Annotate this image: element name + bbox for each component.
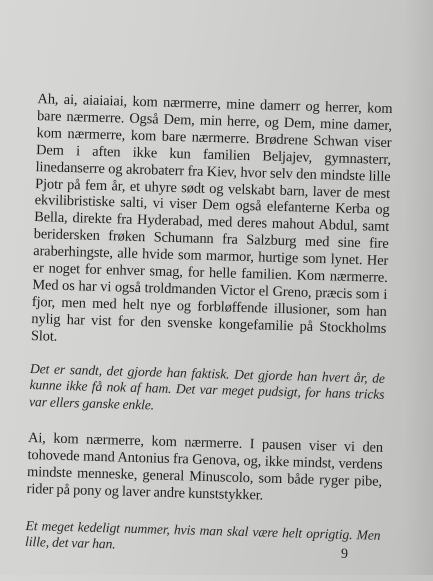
body-text [25, 91, 393, 560]
page-edge-shadow [403, 0, 433, 575]
paragraph-barker-speech-1: Ah, ai, aiaiaiai, kom nærmerre, mine damerr og herrer, kom bare nærmerre. Også Dem, min herre, og Dem, mine damer, kom nærmerre, kom bare nærmerre. Brødrene Schwan viser Dem i aften ikke kun familien Beljajev, gymnasterr, linedanserre og akrobaterr fra Kiev, hvor selv den mindste lille Pjotr på fem år, et uhyre sødt og velskabt barn, laver de mest ekvilibristiske salti, vi viser Dem også elefanterne Kerba og Bella, direkte fra Hyderabad, med deres mahout Abdul, samt beridersken frøken Schumann fra Salzburg med sine fire araberhingste, alle hvide som marmor, hurtige som lynet. Her er noget for enhver smag, for helle familien. Kom nærmerre. Med os har vi også troldmanden Victor el Greno, præcis som i fjor, men med helt nye og forbløffende illusioner, som han nylig har vist for den svenske kongefamilie på Stockholms Slot. [30, 91, 393, 345]
paragraph-narration-1: Det er sandt, det gjorde han faktisk. Det gjorde han hvert år, de kunne ikke få nok af ham. Det var meget pudsigt, for hans tricks var ellers ganske enkle. [28, 360, 386, 413]
page-number: 9 [340, 546, 349, 562]
paragraph-barker-speech-2: Ai, kom nærmerre, kom nærmerre. I pausen viser vi den tohovede mand Antonius fra Genova, og, ikke mindst, verdens mindste menneske, general Minuscolo, som både ryger pibe, rider på pony og laver andre kunststykker. [26, 430, 384, 504]
paragraph-narration-2: Et meget kedeligt nummer, hvis man skal være helt oprigtig. Men lille, det var han. [24, 517, 381, 552]
